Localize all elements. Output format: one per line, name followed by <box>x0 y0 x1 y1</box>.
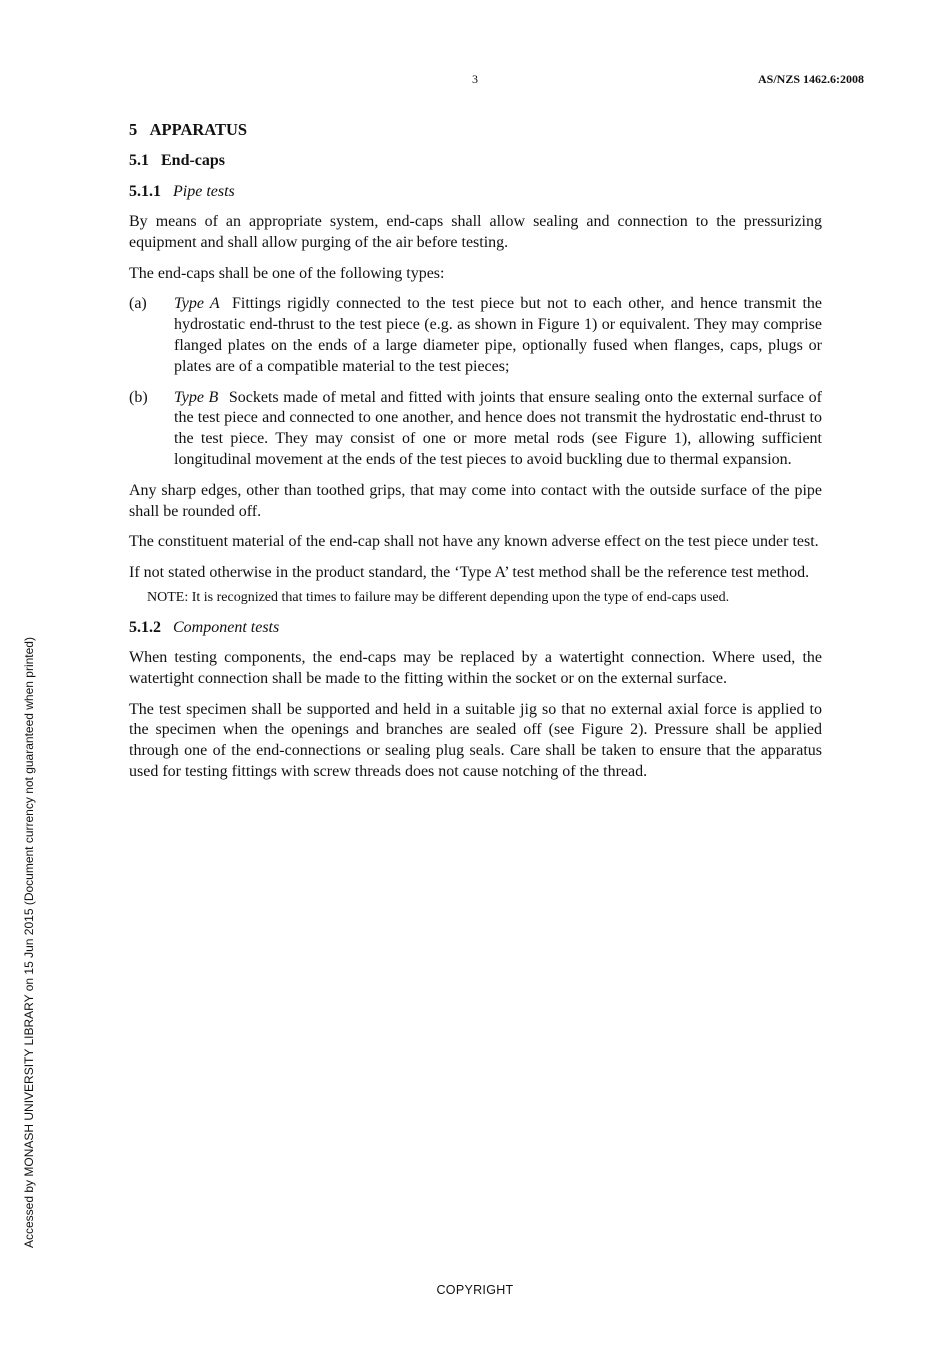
clause-title: End-caps <box>161 152 226 169</box>
paragraph: If not stated otherwise in the product standard, the ‘Type A’ test method shall be the reference test method. <box>129 564 810 582</box>
list-item-a <box>129 294 822 377</box>
list-item-b <box>129 388 822 471</box>
clause-title: Component tests <box>173 618 280 636</box>
document-id: AS/NZS 1462.6:2008 <box>757 72 864 86</box>
clause-5-1-1-heading <box>129 181 822 203</box>
paragraph: Any sharp edges, other than toothed grips, that may come into contact with the outside surface of the pipe shall be rounded off. <box>129 481 822 520</box>
list-body <box>174 388 822 471</box>
clause-number: 5.1.2 <box>129 618 161 636</box>
list-text: Fittings rigidly connected to the test piece but not to each other, and hence transmit the hydrostatic end-thrust to the test piece (e.g. as shown in Figure 1) or equivalent. They may comprise flanged plates on the ends of a large diameter pipe, optionally fused when flanges, caps, plugs or plates are of a compatible material to the test pieces; <box>174 295 823 375</box>
clause-5-1-2-heading <box>129 617 822 639</box>
list-text: Sockets made of metal and fitted with joints that ensure sealing onto the external surface of the test piece and connected to one another, and hence does not transmit the hydrostatic end-thrust to the test piece. They may consist of one or more metal rods (see Figure 1), allowing sufficient longitudinal movement at the ends of the test pieces to avoid buckling due to thermal expansion. <box>174 388 823 468</box>
paragraph: The constituent material of the end-cap shall not have any known adverse effect on the test piece under test. <box>129 533 819 551</box>
paragraph: The end-caps shall be one of the following types: <box>129 264 445 282</box>
list-label: (b) <box>129 388 148 406</box>
paragraph: When testing components, the end-caps may be replaced by a watertight connection. Where used, the watertight connection shall be made to the fitting within the socket or on the external surface. <box>129 648 822 687</box>
clause-title: Pipe tests <box>173 183 235 200</box>
copyright-footer: COPYRIGHT <box>436 1283 514 1297</box>
clause-number: 5.1 <box>129 152 149 169</box>
list-body <box>174 294 822 377</box>
section-title: APPARATUS <box>149 120 248 139</box>
access-watermark: Accessed by MONASH UNIVERSITY LIBRARY on 15 Jun 2015 (Document currency not guaranteed when printed) <box>22 637 36 1248</box>
type-name: Type B <box>174 388 219 406</box>
clause-5-1-heading <box>129 150 822 172</box>
type-name: Type A <box>174 295 220 313</box>
clause-number: 5.1.1 <box>129 183 161 200</box>
document-body <box>129 119 822 793</box>
paragraph: By means of an appropriate system, end-caps shall allow sealing and connection to the pressurizing equipment and shall allow purging of the air before testing. <box>129 213 822 251</box>
note: NOTE: It is recognized that times to failure may be different depending upon the type of end-caps used. <box>147 589 730 605</box>
section-5-heading <box>129 119 822 141</box>
paragraph: The test specimen shall be supported and held in a suitable jig so that no external axial force is applied to the specimen when the openings and branches are sealed off (see Figure 2). Pressure shall be applied through one of the end-connections or sealing plug seals. Care shall be taken to ensure that the apparatus used for testing fittings with screw threads does not cause notching of the thread. <box>129 700 822 780</box>
section-number: 5 <box>129 120 138 139</box>
list-label: (a) <box>129 295 147 313</box>
page-number: 3 <box>472 72 478 86</box>
